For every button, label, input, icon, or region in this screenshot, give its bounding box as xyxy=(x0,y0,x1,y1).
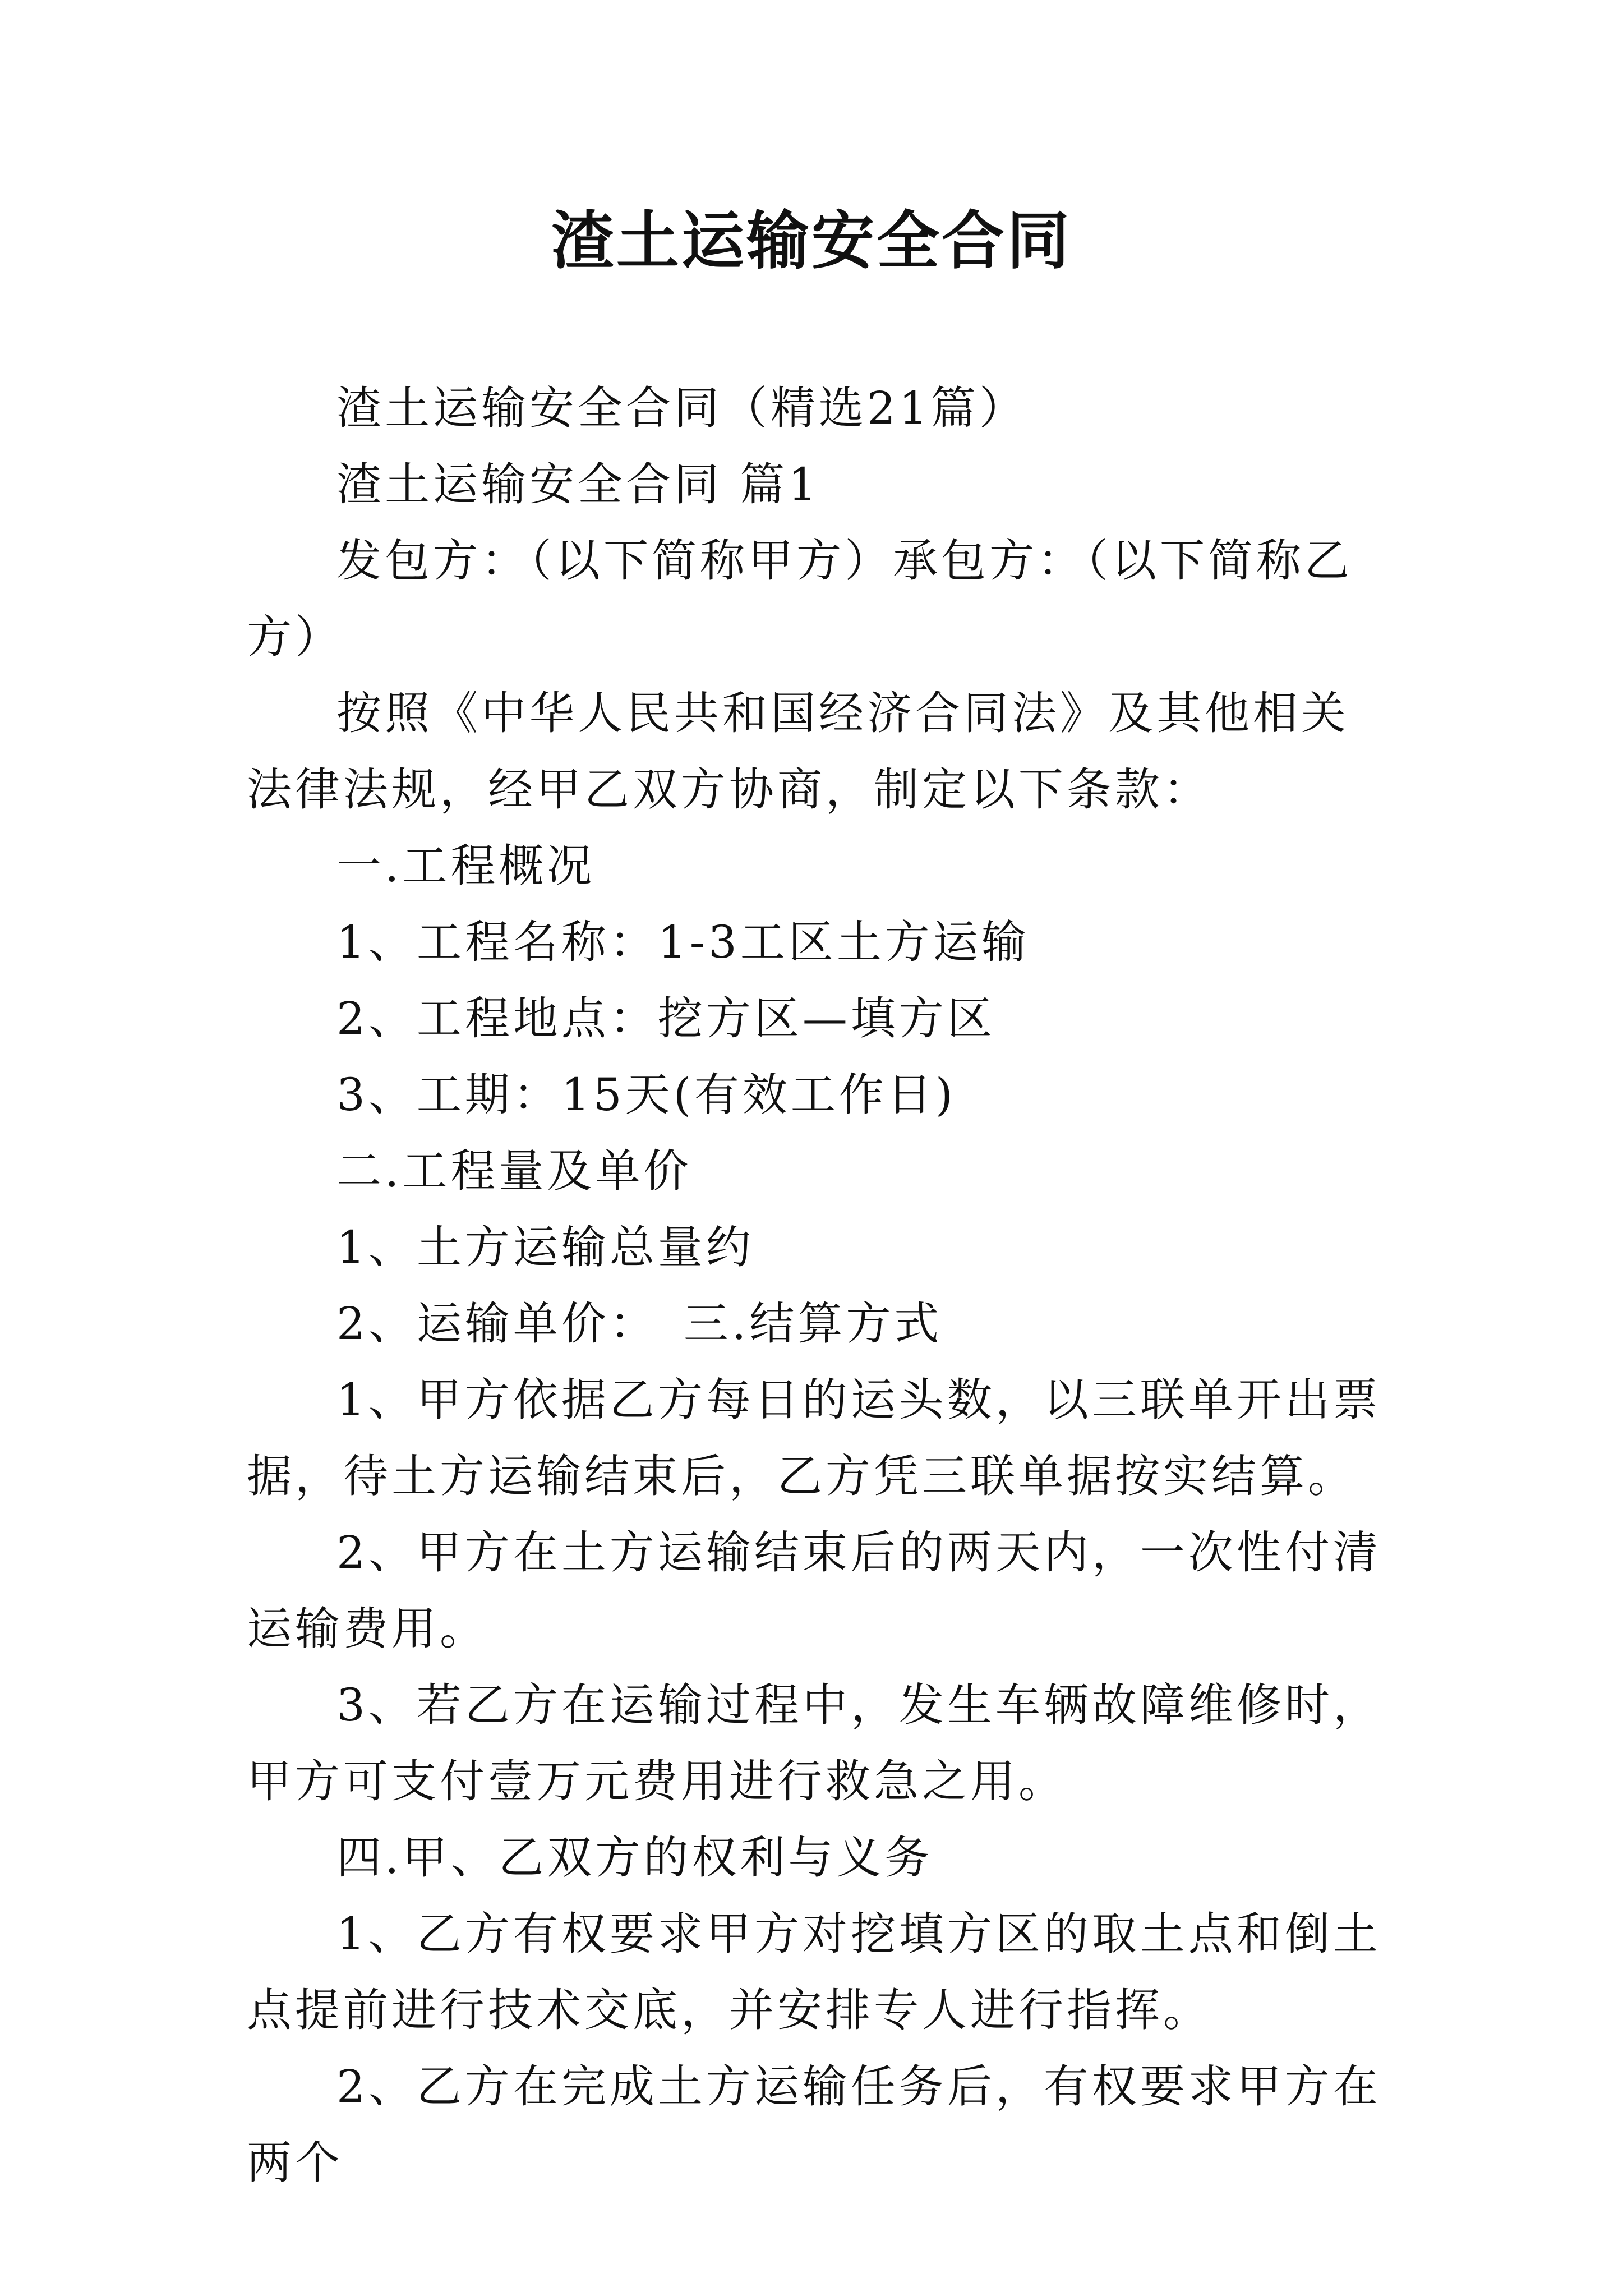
paragraph-section-title: 渣土运输安全合同 篇1 xyxy=(336,458,820,510)
paragraph-unit-price-settlement: 2、运输单价： 三.结算方式 xyxy=(336,1297,943,1350)
paragraph-settlement-2: 2、甲方在土方运输结束后的两天内，一次性付清运输费用。 xyxy=(247,1526,1381,1655)
paragraph-total-quantity: 1、土方运输总量约 xyxy=(336,1221,754,1273)
paragraph-settlement-1: 1、甲方依据乙方每日的运头数，以三联单开出票据，待土方运输结束后，乙方凭三联单据按实结算。 xyxy=(247,1374,1381,1502)
heading-project-overview: 一.工程概况 xyxy=(336,840,596,892)
paragraph-project-name: 1、工程名称：1-3工区土方运输 xyxy=(336,916,1030,968)
paragraph-preamble: 按照《中华人民共和国经济合同法》及其他相关法律法规，经甲乙双方协商，制定以下条款： xyxy=(247,687,1349,816)
heading-quantity-price: 二.工程量及单价 xyxy=(336,1145,692,1197)
document-body xyxy=(247,370,1391,2201)
document-title: 渣土运输安全合同 xyxy=(551,205,1072,278)
paragraph-project-location: 2、工程地点：挖方区—填方区 xyxy=(336,992,995,1045)
paragraph-subtitle: 渣土运输安全合同（精选21篇） xyxy=(336,382,1027,434)
paragraph-parties: 发包方：（以下简称甲方）承包方：（以下简称乙方） xyxy=(247,535,1353,663)
paragraph-rights-2: 2、乙方在完成土方运输任务后，有权要求甲方在两个 xyxy=(247,2060,1381,2189)
heading-rights-obligations: 四.甲、乙双方的权利与义务 xyxy=(336,1832,933,1884)
paragraph-settlement-3: 3、若乙方在运输过程中，发生车辆故障维修时，甲方可支付壹万元费用进行救急之用。 xyxy=(247,1679,1381,1807)
paragraph-project-duration: 3、工期：15天(有效工作日) xyxy=(336,1069,957,1121)
paragraph-rights-1: 1、乙方有权要求甲方对挖填方区的取土点和倒土点提前进行技术交底，并安排专人进行指挥。 xyxy=(247,1908,1381,2036)
